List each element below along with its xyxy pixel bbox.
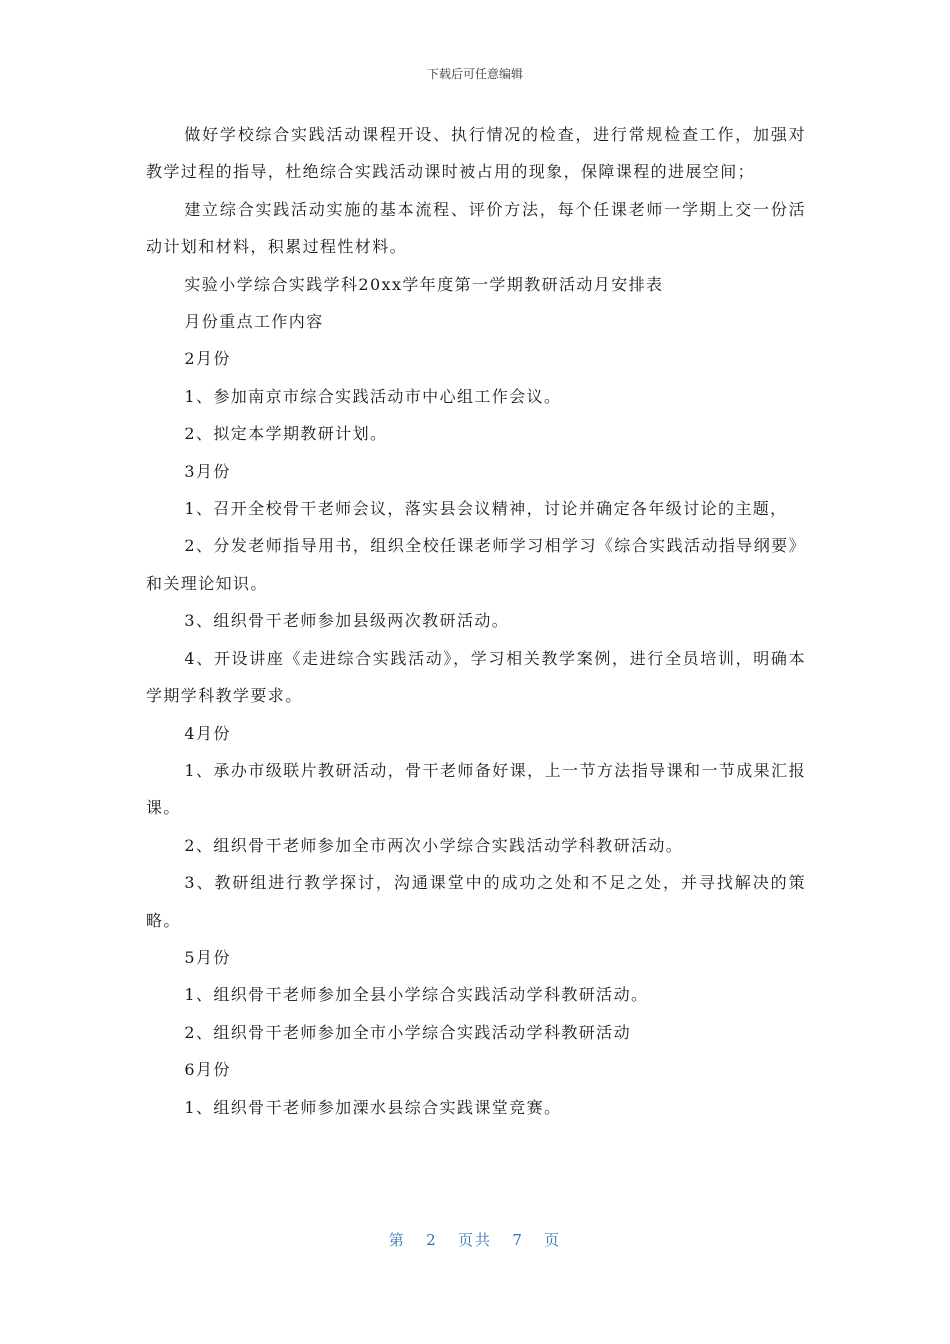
month-heading: 6月份 — [184, 1060, 231, 1080]
footer-total-pages: 7 — [512, 1231, 524, 1249]
list-item: 1、组织骨干老师参加全县小学综合实践活动学科教研活动。 — [184, 985, 649, 1005]
footer-prefix: 第 — [388, 1231, 406, 1249]
paragraph: 做好学校综合实践活动课程开设、执行情况的检查，进行常规检查工作，加强对教学过程的指导，杜绝综合实践活动课时被占用的现象，保障课程的进展空间； — [146, 125, 806, 182]
paragraph: 建立综合实践活动实施的基本流程、评价方法，每个任课老师一学期上交一份活动计划和材料，积累过程性材料。 — [146, 199, 806, 257]
list-item: 2、组织骨干老师参加全市小学综合实践活动学科教研活动 — [184, 1022, 631, 1042]
list-item: 1、组织骨干老师参加溧水县综合实践课堂竞赛。 — [184, 1097, 562, 1117]
list-item: 1、召开全校骨干老师会议，落实县会议精神，讨论并确定各年级讨论的主题， — [184, 499, 788, 519]
footer-page-number: 2 — [426, 1231, 438, 1249]
list-item: 2、组织骨干老师参加全市两次小学综合实践活动学科教研活动。 — [184, 835, 684, 855]
list-item: 2、分发老师指导用书，组织全校任课老师学习相学习《综合实践活动指导纲要》和关理论知识。 — [146, 536, 806, 593]
footer-middle: 页共 — [457, 1231, 492, 1249]
month-heading: 2月份 — [184, 349, 231, 369]
page-footer — [0, 1230, 950, 1250]
table-title: 实验小学综合实践学科20xx学年度第一学期教研活动月安排表 — [184, 274, 664, 294]
list-item: 3、教研组进行教学探讨，沟通课堂中的成功之处和不足之处，并寻找解决的策略。 — [146, 873, 806, 930]
month-heading: 4月份 — [184, 723, 231, 743]
month-heading: 3月份 — [184, 461, 231, 481]
table-header: 月份重点工作内容 — [184, 312, 324, 332]
list-item: 4、开设讲座《走进综合实践活动》，学习相关教学案例，进行全员培训，明确本学期学科教学要求。 — [146, 648, 806, 706]
list-item: 1、参加南京市综合实践活动市中心组工作会议。 — [184, 386, 562, 406]
page-header: 下载后可任意编辑 — [426, 67, 523, 81]
footer-suffix: 页 — [544, 1231, 562, 1249]
list-item: 2、拟定本学期教研计划。 — [184, 424, 388, 444]
month-heading: 5月份 — [184, 947, 231, 967]
list-item: 3、组织骨干老师参加县级两次教研活动。 — [184, 611, 510, 631]
document-body — [146, 116, 806, 1126]
list-item: 1、承办市级联片教研活动，骨干老师备好课，上一节方法指导课和一节成果汇报课。 — [146, 760, 806, 818]
